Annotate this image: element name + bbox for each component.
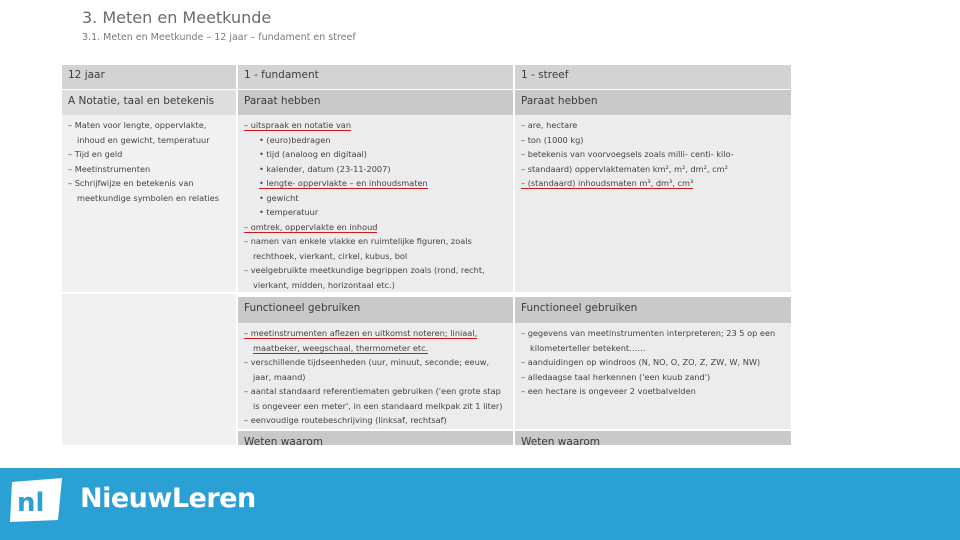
list-item: is ongeveer een meter', in een standaard melkpak zit 1 liter)	[253, 400, 503, 411]
list-item: meetkundige symbolen en relaties	[77, 192, 219, 203]
list-item: – Schrijfwijze en betekenis van	[68, 178, 194, 188]
list-item: – Tijd en geld	[68, 149, 123, 159]
list-item: kilometerteller betekent……	[530, 342, 646, 353]
body-notatie-12-jaar	[62, 115, 236, 292]
list-item: – omtrek, oppervlakte en inhoud	[244, 221, 378, 232]
list-item: – ton (1000 kg)	[521, 134, 584, 145]
list-item: • (euro)bedragen	[259, 134, 331, 145]
list-item: inhoud en gewicht, temperatuur	[77, 134, 210, 145]
body-functioneel-fundament	[238, 323, 513, 429]
list-item: – meetinstrumenten aflezen en uitkomst noteren; liniaal,	[244, 328, 478, 338]
list-item: • gewicht	[259, 192, 299, 203]
section-header-weten-streef: Weten waarom	[515, 431, 791, 445]
nl-logo-icon	[8, 476, 66, 524]
list-item: – namen van enkele vlakke en ruimtelijke figuren, zoals	[244, 236, 472, 246]
list-item: – gegevens van meetinstrumenten interpreteren; 23 5 op een	[521, 328, 776, 338]
list-item: – aanduidingen op windroos (N, NO, O, ZO, Z, ZW, W, NW)	[521, 357, 761, 367]
list-item: – veelgebruikte meetkundige begrippen zoals (rond, recht,	[244, 265, 485, 275]
column-header-12-jaar: 12 jaar	[62, 65, 236, 89]
section-header-functioneel-streef: Functioneel gebruiken	[515, 297, 791, 323]
list-item: maatbeker, weegschaal, thermometer etc.	[253, 342, 429, 353]
page-subtitle: 3.1. Meten en Meetkunde – 12 jaar – fundament en streef	[82, 32, 356, 43]
body-functioneel-streef	[515, 323, 791, 429]
svg-text:nl: nl	[17, 488, 45, 518]
column-header-fundament: 1 - fundament	[238, 65, 513, 89]
list-item: – alledaagse taal herkennen ('een kuub zand')	[521, 371, 711, 382]
list-item: – are, hectare	[521, 120, 578, 130]
list-item: – standaard) oppervlaktematen km², m², dm², cm²	[521, 163, 728, 174]
list-item: – uitspraak en notatie van	[244, 120, 352, 130]
list-item: – verschillende tijdseenheden (uur, minuut, seconde; eeuw,	[244, 357, 490, 367]
list-item: – Maten voor lengte, oppervlakte,	[68, 120, 207, 130]
list-item: – Meetinstrumenten	[68, 163, 151, 174]
body-paraat-fundament	[238, 115, 513, 292]
list-item: – (standaard) inhoudsmaten m³, dm³, cm³	[521, 178, 694, 188]
section-header-weten-fundament: Weten waarom	[238, 431, 513, 445]
section-header-notatie: A Notatie, taal en betekenis	[62, 90, 236, 115]
list-item: • kalender, datum (23-11-2007)	[259, 163, 391, 174]
column-header-streef: 1 - streef	[515, 65, 791, 89]
list-item: – betekenis van voorvoegsels zoals milli- centi- kilo-	[521, 149, 734, 159]
list-item: – een hectare is ongeveer 2 voetbalvelden	[521, 386, 696, 396]
section-header-paraat-fundament: Paraat hebben	[238, 90, 513, 115]
body-paraat-streef	[515, 115, 791, 292]
list-item: – aantal standaard referentiematen gebruiken ('een grote stap	[244, 386, 501, 396]
list-item: vierkant, midden, horizontaal etc.)	[253, 279, 395, 290]
section-header-functioneel-fundament: Functioneel gebruiken	[238, 297, 513, 323]
list-item: rechthoek, vierkant, cirkel, kubus, bol	[253, 250, 408, 261]
list-item: jaar, maand)	[253, 371, 306, 382]
brand-name: NieuwLeren	[80, 483, 256, 514]
empty-cell	[62, 294, 236, 445]
list-item: • tijd (analoog en digitaal)	[259, 149, 367, 159]
curriculum-table	[62, 65, 791, 445]
list-item: • temperatuur	[259, 207, 319, 217]
list-item: – eenvoudige routebeschrijving (linksaf, rechtsaf)	[244, 415, 447, 425]
footer-bar	[0, 468, 960, 540]
page-title: 3. Meten en Meetkunde	[82, 8, 272, 27]
section-header-paraat-streef: Paraat hebben	[515, 90, 791, 115]
list-item: • lengte- oppervlakte – en inhoudsmaten	[259, 178, 428, 188]
